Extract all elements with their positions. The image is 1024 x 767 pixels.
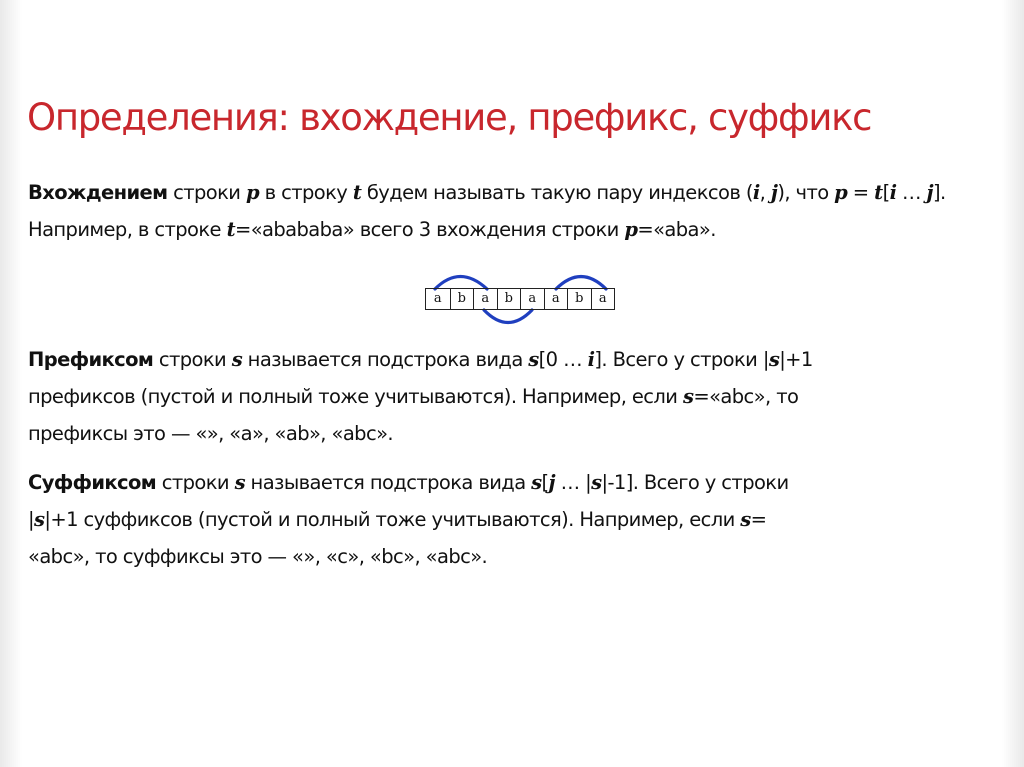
slide-right-edge-shadow xyxy=(1002,0,1024,767)
term-occurrence: Вхождением xyxy=(28,181,168,204)
var-p: p xyxy=(834,181,848,204)
text: = xyxy=(847,181,875,204)
text: строки xyxy=(156,471,235,494)
prefix-line-2 xyxy=(28,378,813,415)
slide-left-edge-shadow xyxy=(0,0,22,767)
var-s: s xyxy=(591,471,602,494)
text: [ xyxy=(882,181,890,204)
suffix-line-3: «abc», то суффиксы это — «», «c», «bc», «abc». xyxy=(28,545,488,568)
suffix-definition xyxy=(28,464,789,575)
text: называется подстрока вида xyxy=(244,471,532,494)
var-s: s xyxy=(234,471,245,494)
var-s: s xyxy=(231,348,243,371)
var-s: s xyxy=(33,508,45,531)
string-cell: a xyxy=(520,289,544,309)
var-i: i xyxy=(587,348,595,371)
string-cell: b xyxy=(567,289,591,309)
var-j: j xyxy=(926,181,933,204)
string-cell: b xyxy=(497,289,521,309)
text: префиксов (пустой и полный тоже учитываются). Например, если xyxy=(28,385,683,408)
text: =«abc», то xyxy=(693,385,799,408)
text: в строку xyxy=(259,181,353,204)
var-s: s xyxy=(531,471,542,494)
string-cell: a xyxy=(591,289,615,309)
string-cell: a xyxy=(433,291,442,306)
var-s: s xyxy=(768,348,780,371)
occurrence-line-1 xyxy=(28,174,946,211)
suffix-line-1 xyxy=(28,464,789,501)
string-cells xyxy=(425,288,615,310)
var-i: i xyxy=(889,181,897,204)
var-i: i xyxy=(752,181,760,204)
var-s: s xyxy=(528,348,539,371)
text: | xyxy=(28,508,34,531)
text: ]. xyxy=(932,181,946,204)
term-prefix: Префиксом xyxy=(28,348,154,371)
var-p: p xyxy=(624,218,638,241)
text: строки xyxy=(167,181,246,204)
text: |-1]. Всего у строки xyxy=(601,471,789,494)
prefix-line-3: префиксы это — «», «a», «ab», «abc». xyxy=(28,422,394,445)
text: ]. Всего у строки | xyxy=(594,348,769,371)
prefix-line-1 xyxy=(28,341,813,378)
string-cell: a xyxy=(544,289,568,309)
var-s: s xyxy=(740,508,751,531)
term-suffix: Суффиксом xyxy=(28,471,157,494)
var-p: p xyxy=(245,181,260,204)
var-j: j xyxy=(770,181,778,204)
text: будем называть такую пару индексов ( xyxy=(361,181,753,204)
prefix-definition xyxy=(28,341,813,452)
text: [ xyxy=(541,471,549,494)
var-t: t xyxy=(226,218,235,241)
text: [0 … xyxy=(538,348,588,371)
occurrence-arc-2 xyxy=(484,310,532,323)
text: ), что xyxy=(777,181,835,204)
slide-title: Определения: вхождение, префикс, суффикс xyxy=(27,96,872,139)
text: , xyxy=(759,181,771,204)
var-t: t xyxy=(352,181,362,204)
string-cell: a xyxy=(473,289,497,309)
text: … | xyxy=(555,471,592,494)
text: = xyxy=(750,508,767,531)
text: … xyxy=(896,181,927,204)
text: строки xyxy=(153,348,232,371)
text: |+1 суффиксов (пустой и полный тоже учитываются). Например, если xyxy=(44,508,741,531)
text: Например, в строке xyxy=(28,218,227,241)
var-j: j xyxy=(548,471,556,494)
text: =«aba». xyxy=(637,218,716,241)
string-cell: b xyxy=(450,289,474,309)
var-t: t xyxy=(874,181,883,204)
occurrence-definition xyxy=(28,174,946,248)
occurrence-line-2 xyxy=(28,211,946,248)
text: =«abababa» всего 3 вхождения строки xyxy=(234,218,625,241)
var-s: s xyxy=(682,385,694,408)
text: |+1 xyxy=(779,348,813,371)
suffix-line-2 xyxy=(28,501,789,538)
text: называется подстрока вида xyxy=(242,348,529,371)
occurrence-diagram xyxy=(420,262,624,334)
